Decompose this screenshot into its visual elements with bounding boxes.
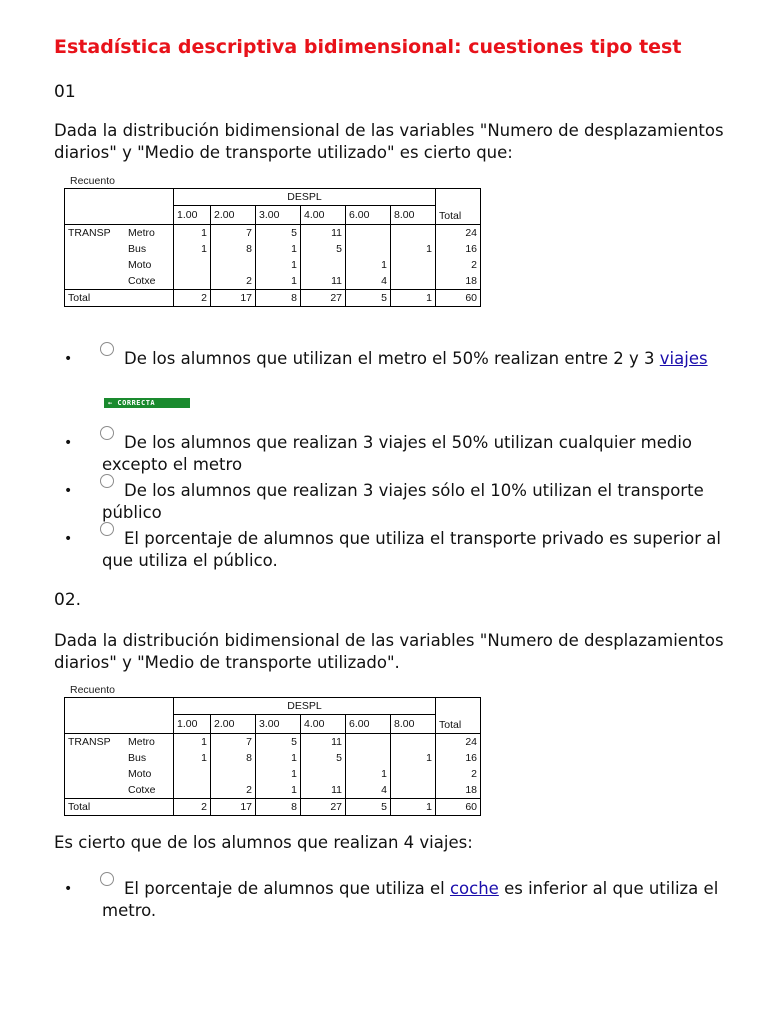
- option-text: De los alumnos que utilizan el metro el 50% realizan entre 2 y 3: [124, 349, 660, 368]
- col-header: 4.00: [301, 206, 346, 225]
- option-text: De los alumnos que realizan 3 viajes el 50% utilizan cualquier medio excepto el metro: [102, 433, 693, 474]
- cell: [174, 782, 211, 799]
- col-header: 3.00: [256, 206, 301, 225]
- total-cell: 27: [301, 289, 346, 306]
- col-header: 2.00: [211, 715, 256, 734]
- col-header: 6.00: [346, 206, 391, 225]
- total-cell: 17: [211, 798, 256, 815]
- col-header: 8.00: [391, 206, 436, 225]
- crosstab: [64, 683, 481, 816]
- cell: [391, 273, 436, 290]
- table-caption: Recuento: [70, 175, 115, 187]
- total-cell: 8: [256, 289, 301, 306]
- row-variable: TRANSP: [65, 733, 126, 750]
- cell: 16: [436, 750, 481, 766]
- cell: 5: [301, 241, 346, 257]
- option-text: El porcentaje de alumnos que utiliza el transporte privado es superior al que utiliza el público.: [102, 529, 722, 570]
- col-variable: DESPL: [174, 189, 436, 206]
- correct-badge: ← CORRECTA: [104, 398, 190, 408]
- cell: 1: [174, 241, 211, 257]
- cell: [346, 224, 391, 241]
- cell: 24: [436, 733, 481, 750]
- cell: 1: [346, 257, 391, 273]
- col-header: 4.00: [301, 715, 346, 734]
- answer-option: [64, 878, 754, 922]
- row-label: Moto: [125, 766, 174, 782]
- col-header: 8.00: [391, 715, 436, 734]
- cell: 11: [301, 782, 346, 799]
- col-variable: DESPL: [174, 698, 436, 715]
- cell: 7: [211, 224, 256, 241]
- col-header: Total: [436, 715, 481, 734]
- cell: [174, 257, 211, 273]
- col-header: Total: [436, 206, 481, 225]
- cell: 1: [174, 750, 211, 766]
- row-label: Cotxe: [125, 782, 174, 799]
- viajes-link[interactable]: viajes: [659, 349, 708, 368]
- cell: 16: [436, 241, 481, 257]
- answer-option: [64, 480, 754, 524]
- table-caption: Recuento: [70, 684, 115, 696]
- bullet: •: [64, 531, 73, 547]
- cell: [346, 750, 391, 766]
- cell: [174, 273, 211, 290]
- cell: 1: [391, 750, 436, 766]
- total-cell: 60: [436, 289, 481, 306]
- total-cell: 17: [211, 289, 256, 306]
- cell: 8: [211, 750, 256, 766]
- col-header: 1.00: [174, 715, 211, 734]
- row-variable: TRANSP: [65, 224, 126, 241]
- cell: 1: [174, 224, 211, 241]
- row-label: Metro: [125, 733, 174, 750]
- cell: [391, 766, 436, 782]
- cell: [174, 766, 211, 782]
- cell: 2: [211, 782, 256, 799]
- radio-button[interactable]: [100, 426, 114, 440]
- crosstab-table: [64, 697, 481, 816]
- total-cell: 27: [301, 798, 346, 815]
- total-cell: 60: [436, 798, 481, 815]
- cell: [391, 224, 436, 241]
- cell: 8: [211, 241, 256, 257]
- cell: 1: [256, 750, 301, 766]
- col-header: 3.00: [256, 715, 301, 734]
- bullet: •: [64, 483, 73, 499]
- cell: [346, 241, 391, 257]
- total-cell: 2: [174, 798, 211, 815]
- crosstab: [64, 174, 481, 307]
- total-label: Total: [65, 289, 174, 306]
- cell: [211, 257, 256, 273]
- total-cell: 2: [174, 289, 211, 306]
- cell: [301, 257, 346, 273]
- bullet: •: [64, 435, 73, 451]
- question-number: 02.: [54, 590, 82, 610]
- question-number: 01: [54, 82, 76, 102]
- row-label: Cotxe: [125, 273, 174, 290]
- row-label: Moto: [125, 257, 174, 273]
- cell: 11: [301, 733, 346, 750]
- cell: 1: [256, 241, 301, 257]
- cell: 1: [391, 241, 436, 257]
- radio-button[interactable]: [100, 342, 114, 356]
- total-label: Total: [65, 798, 174, 815]
- option-text: De los alumnos que realizan 3 viajes sólo el 10% utilizan el transporte público: [102, 481, 704, 522]
- cell: 4: [346, 782, 391, 799]
- row-label: Bus: [125, 241, 174, 257]
- total-cell: 8: [256, 798, 301, 815]
- radio-button[interactable]: [100, 522, 114, 536]
- col-header: 2.00: [211, 206, 256, 225]
- cell: 5: [256, 224, 301, 241]
- cell: 7: [211, 733, 256, 750]
- page-title: Estadística descriptiva bidimensional: cuestiones tipo test: [54, 36, 682, 58]
- cell: 1: [174, 733, 211, 750]
- total-cell: 5: [346, 798, 391, 815]
- cell: 11: [301, 224, 346, 241]
- cell: 11: [301, 273, 346, 290]
- col-header: 1.00: [174, 206, 211, 225]
- cell: 24: [436, 224, 481, 241]
- cell: [391, 257, 436, 273]
- row-label: Metro: [125, 224, 174, 241]
- cell: 1: [256, 273, 301, 290]
- cell: 4: [346, 273, 391, 290]
- cell: 1: [256, 257, 301, 273]
- total-cell: 5: [346, 289, 391, 306]
- cell: [211, 766, 256, 782]
- radio-button[interactable]: [100, 474, 114, 488]
- bullet: •: [64, 351, 73, 367]
- cell: [346, 733, 391, 750]
- option-text: El porcentaje de alumnos que utiliza el: [124, 879, 450, 898]
- cell: 5: [301, 750, 346, 766]
- cell: 1: [256, 782, 301, 799]
- total-cell: 1: [391, 289, 436, 306]
- crosstab-table: [64, 188, 481, 307]
- answer-option: [64, 348, 754, 370]
- col-header: 6.00: [346, 715, 391, 734]
- question-intro: Dada la distribución bidimensional de las variables "Numero de desplazamientos diarios" y "Medio de transporte utilizado".: [54, 631, 724, 672]
- radio-button[interactable]: [100, 872, 114, 886]
- cell: 2: [436, 257, 481, 273]
- option-text: es inferior al que utiliza el metro.: [102, 879, 719, 920]
- answer-option: [64, 528, 754, 572]
- row-label: Bus: [125, 750, 174, 766]
- answer-option: [64, 432, 754, 476]
- cell: 18: [436, 782, 481, 799]
- cell: [391, 733, 436, 750]
- cell: 1: [346, 766, 391, 782]
- total-cell: 1: [391, 798, 436, 815]
- question-intro: Dada la distribución bidimensional de las variables "Numero de desplazamientos diarios" y "Medio de transporte utilizado" es cierto que:: [54, 121, 724, 162]
- coche-link[interactable]: coche: [449, 879, 499, 898]
- question-statement: Es cierto que de los alumnos que realizan 4 viajes:: [54, 833, 473, 852]
- cell: [301, 766, 346, 782]
- bullet: •: [64, 881, 73, 897]
- cell: 5: [256, 733, 301, 750]
- cell: 2: [211, 273, 256, 290]
- cell: 18: [436, 273, 481, 290]
- cell: [391, 782, 436, 799]
- cell: 1: [256, 766, 301, 782]
- cell: 2: [436, 766, 481, 782]
